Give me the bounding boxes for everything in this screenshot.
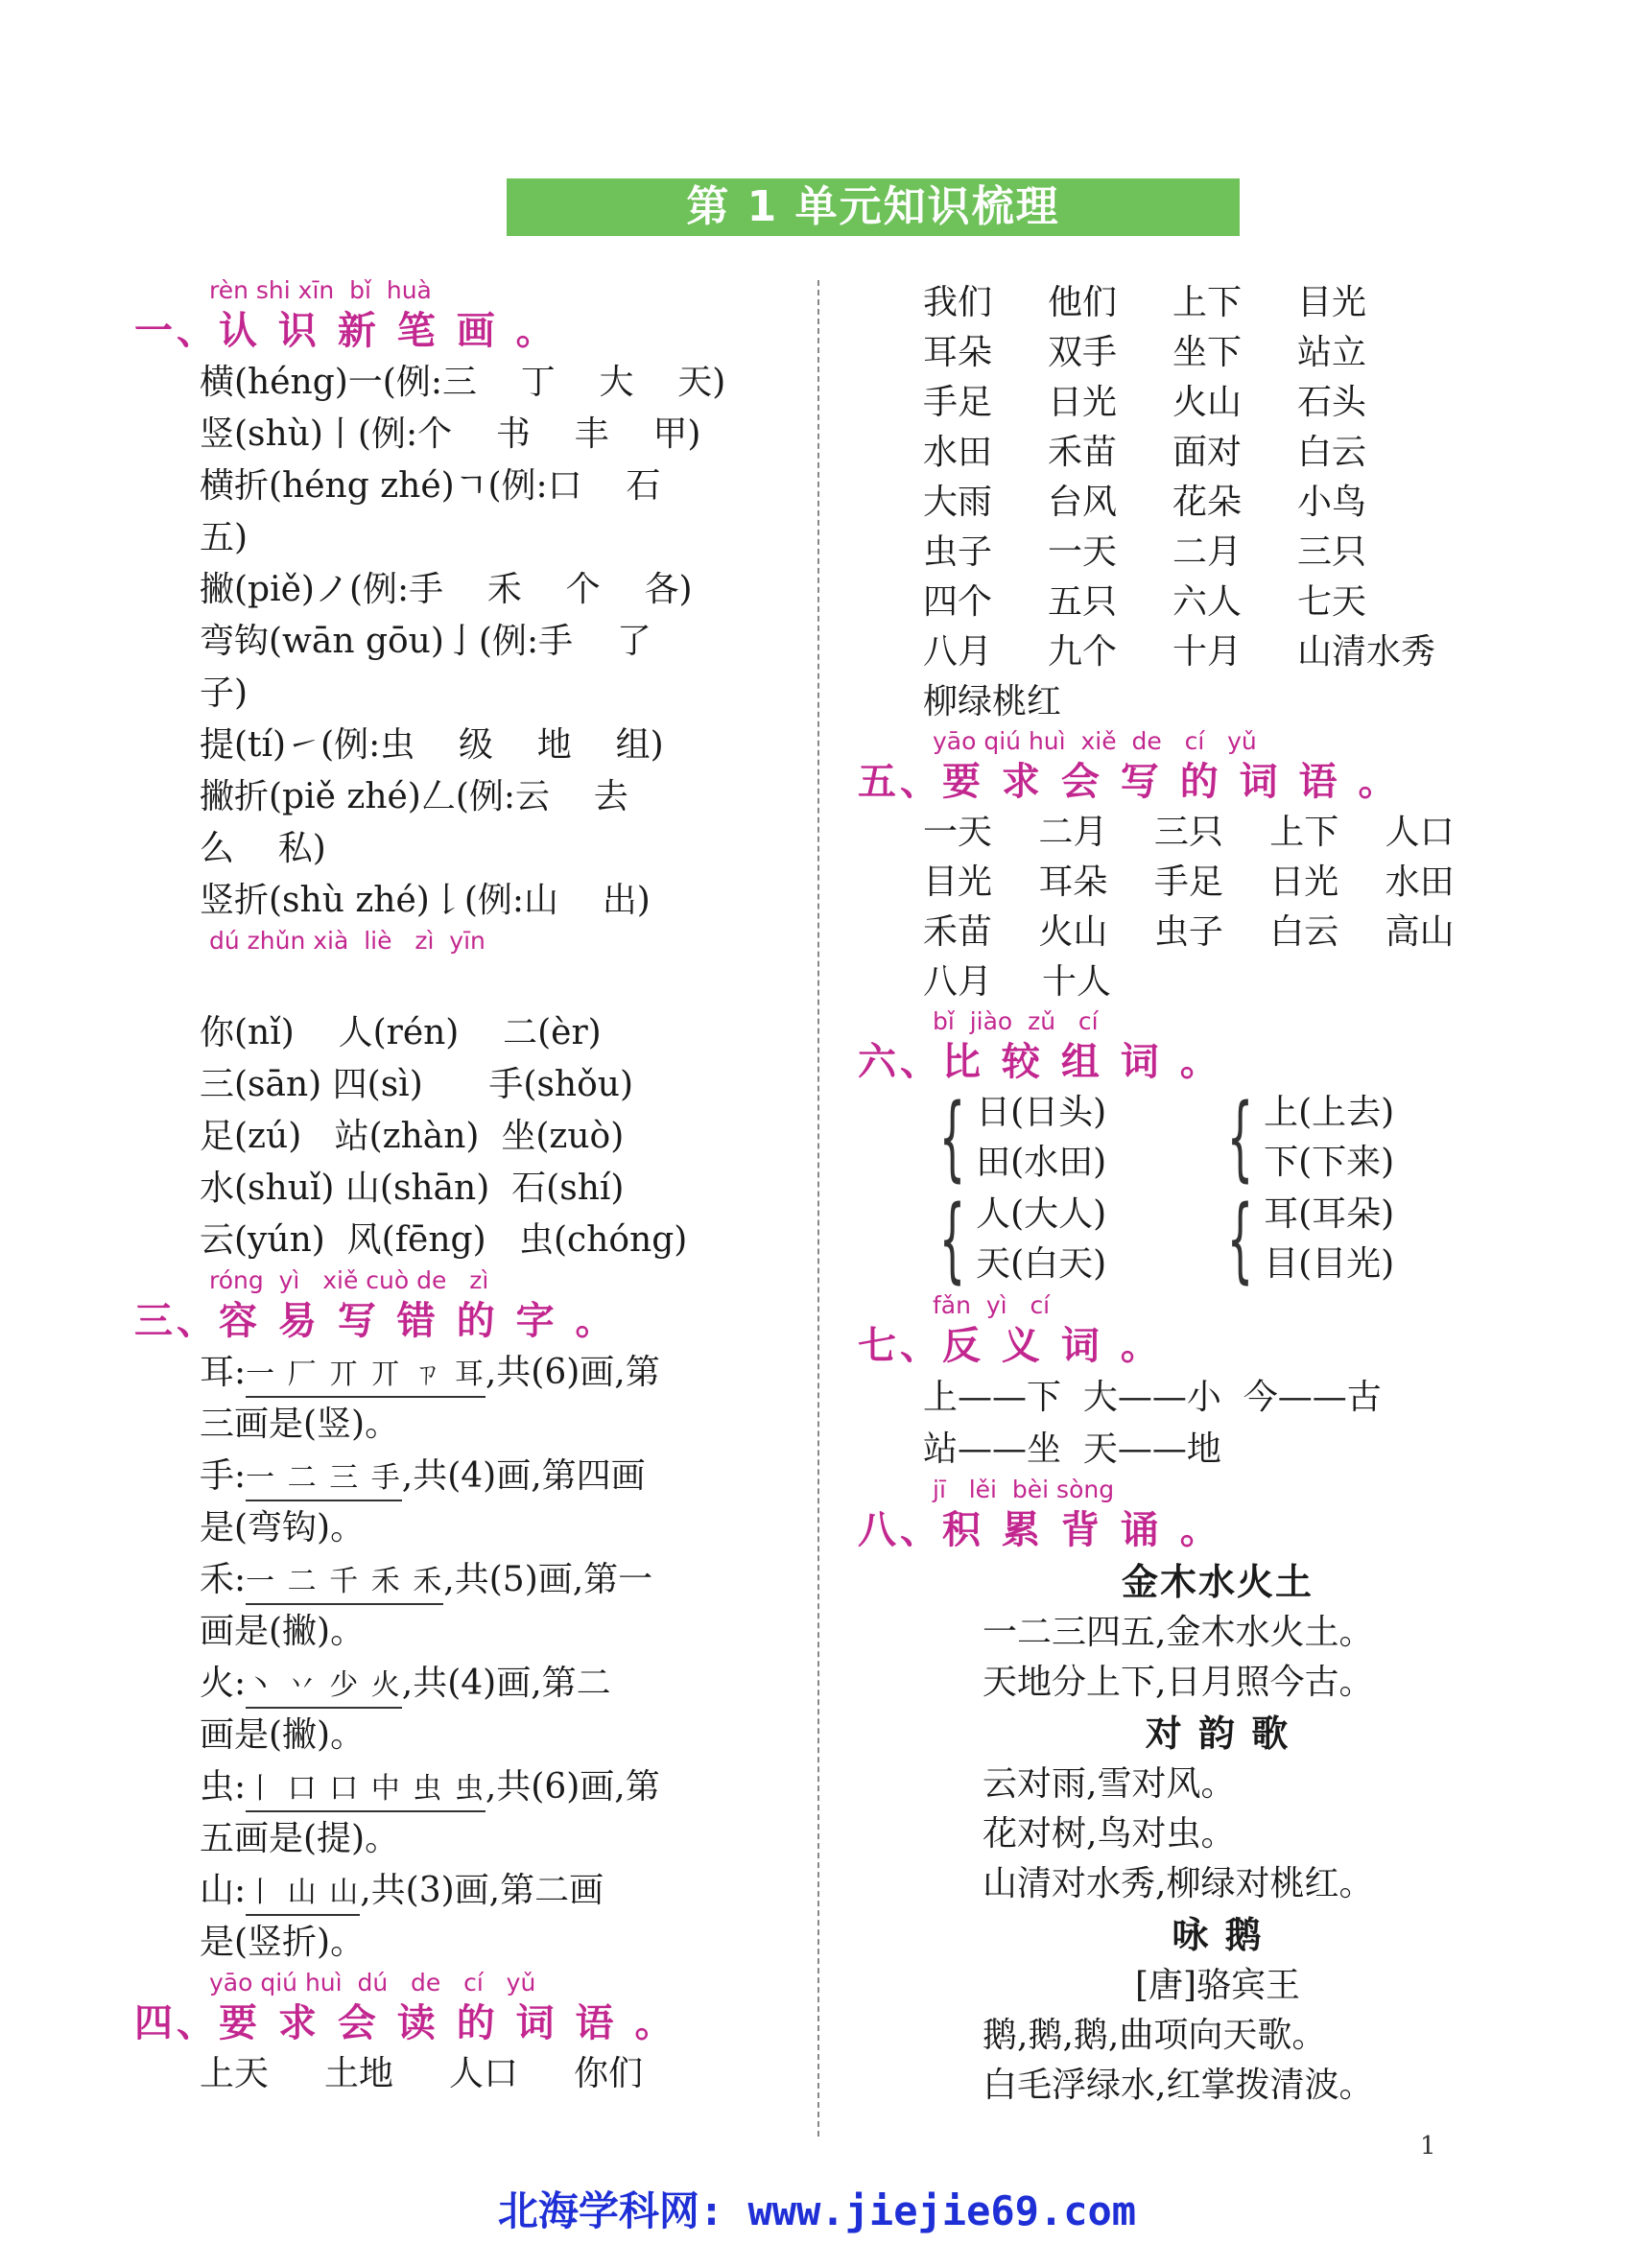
sec8-pinyin: jī lěi bèi sòng: [933, 1476, 1115, 1503]
pinyin-line: 云(yún) 风(fēng) 虫(chóng): [200, 1220, 688, 1260]
word: 三只: [1153, 813, 1223, 852]
word: 虫子: [1153, 912, 1223, 952]
word: 人口: [1385, 813, 1455, 852]
compare-word: 上(上去): [1264, 1093, 1395, 1132]
stroke-answer: 五画是(提)。: [200, 1819, 400, 1858]
word: 火山: [1172, 383, 1243, 422]
compare-pair: [1211, 1084, 1499, 1192]
left-column: [134, 276, 787, 2099]
stroke-sequence: 一 二 千 禾 禾: [246, 1561, 443, 1605]
stroke-count: ,共(4)画,第二: [401, 1664, 611, 1703]
stroke-line: 提(tí)㇀(例:虫 级 地 组): [200, 725, 664, 765]
stroke-line: 撇折(piě zhé)𠃋(例:云 去: [200, 777, 628, 816]
sec7-pinyin: fǎn yì cí: [933, 1291, 1051, 1319]
word: 三只: [1297, 532, 1367, 572]
brace-icon: {: [938, 1084, 966, 1192]
word: 大雨: [923, 483, 993, 522]
word: 九个: [1048, 632, 1118, 672]
word: 上天: [200, 2054, 270, 2093]
word: 一天: [1048, 532, 1118, 572]
sec3-items: [134, 1347, 787, 1969]
stroke-count: ,共(6)画,第: [485, 1767, 660, 1807]
stroke-answer: 是(弯钩)。: [200, 1508, 366, 1547]
word: 坐下: [1172, 333, 1243, 372]
compare-word: 人(大人): [976, 1194, 1107, 1234]
stroke-answer: 画是(撇)。: [200, 1715, 366, 1755]
sec2-lines: [134, 1007, 787, 1266]
compare-words: [976, 1190, 1106, 1289]
word: 上下: [1172, 283, 1243, 322]
word: 台风: [1048, 483, 1118, 522]
word: 十月: [1172, 632, 1243, 672]
word: 禾苗: [923, 912, 993, 952]
sec4-first-row: [134, 2049, 787, 2099]
char-label: 耳:: [200, 1353, 247, 1392]
word: 人口: [449, 2054, 519, 2093]
word: 小鸟: [1297, 483, 1367, 522]
stroke-order-line: [134, 1451, 787, 1502]
stroke-count: ,共(6)画,第: [485, 1353, 660, 1392]
word-row: [923, 528, 1501, 578]
sec6-heading: 六、比 较 组 词 。: [858, 1040, 1222, 1084]
word: 日光: [1048, 383, 1118, 422]
word: 手足: [923, 383, 993, 422]
stroke-answer: 三画是(竖)。: [200, 1405, 400, 1444]
poem-line: 白毛浮绿水,红掌拨清波。: [983, 2066, 1374, 2105]
poem-line: 云对雨,雪对风。: [983, 1764, 1236, 1804]
word: 白云: [1269, 912, 1339, 952]
word-row: [923, 578, 1501, 627]
word: 水田: [1385, 862, 1455, 902]
compare-word: 下(下来): [1264, 1143, 1395, 1182]
stroke-order-line: [134, 1761, 787, 1813]
stroke-count: ,共(5)画,第一: [443, 1560, 653, 1599]
word-row: [923, 808, 1501, 858]
word: 耳朵: [923, 333, 993, 372]
poem1-lines: [858, 1608, 1501, 1708]
sec4-pinyin: yāo qiú huì dú de cí yǔ: [209, 1969, 536, 1996]
stroke-line: 撇(piě)ノ(例:手 禾 个 各): [200, 570, 693, 609]
poem1-title: 金木水火土: [1121, 1561, 1314, 1603]
sec4-heading: 四、要 求 会 读 的 词 语 。: [134, 2001, 677, 2045]
stroke-sequence: 一 厂 丌 丌 ㄗ 耳: [246, 1354, 485, 1398]
word: 一天: [923, 813, 993, 852]
stroke-line: 子): [200, 673, 249, 713]
stroke-sequence: 一 二 三 手: [246, 1457, 402, 1501]
word: 白云: [1297, 433, 1367, 472]
stroke-sequence: 丨 口 口 中 虫 虫: [246, 1768, 485, 1812]
word: 水田: [923, 433, 993, 472]
compare-words: [976, 1088, 1106, 1188]
sec7-heading: 七、反 义 词 。: [858, 1324, 1163, 1368]
word: 上下: [1269, 813, 1339, 852]
brace-icon: {: [938, 1186, 966, 1293]
compare-pair: [923, 1186, 1211, 1293]
sec7-lines: [858, 1372, 1501, 1476]
stroke-answer: 是(竖折)。: [200, 1923, 366, 1962]
word: 十人: [1042, 962, 1112, 1002]
right-column: [858, 278, 1501, 2111]
stroke-line: 竖折(shù zhé)𠄌(例:山 出): [200, 881, 651, 920]
char-label: 手:: [200, 1456, 247, 1496]
word-row: [923, 957, 1501, 1007]
word: 我们: [923, 283, 993, 322]
word: 山清水秀: [1297, 632, 1436, 672]
compare-word: 天(白天): [976, 1244, 1107, 1284]
poem2-title: 对 韵 歌: [1145, 1713, 1291, 1755]
sec4-rows: [858, 278, 1501, 727]
sec5-rows: [858, 808, 1501, 1007]
word: 禾苗: [1048, 433, 1118, 472]
stroke-order-line: [134, 1658, 787, 1710]
word: 七天: [1297, 582, 1367, 622]
poem-line: 花对树,鸟对虫。: [983, 1814, 1236, 1854]
word: 高山: [1385, 912, 1455, 952]
poem3-author: [唐]骆宾王: [1134, 1966, 1301, 2005]
stroke-line: 五): [200, 518, 249, 557]
brace-icon: {: [1226, 1084, 1254, 1192]
poem-line: 一二三四五,金木水火土。: [983, 1613, 1374, 1652]
compare-pair: [923, 1084, 1211, 1192]
sec3-pinyin: róng yì xiě cuò de zì: [209, 1266, 489, 1294]
word: 耳朵: [1038, 862, 1108, 902]
compare-word: 耳(耳朵): [1264, 1194, 1395, 1234]
sec1-pinyin: rèn shi xīn bǐ huà: [209, 276, 432, 304]
antonym-line: 站——坐 天——地: [923, 1429, 1221, 1469]
stroke-line: 弯钩(wān gōu)亅(例:手 了: [200, 622, 651, 661]
compare-words: [1264, 1088, 1394, 1188]
sec6-pairs: [858, 1084, 1499, 1293]
word-row: [923, 378, 1501, 428]
word: 石头: [1297, 383, 1367, 422]
pinyin-line: 足(zú) 站(zhàn) 坐(zuò): [200, 1117, 625, 1156]
poem-line: 山清对水秀,柳绿对桃红。: [983, 1864, 1374, 1903]
sec1-lines: [134, 357, 787, 927]
word-row: [923, 677, 1501, 727]
word: 虫子: [923, 532, 993, 572]
stroke-line: 横折(héng zhé)ㄱ(例:口 石: [200, 466, 661, 506]
word: 二月: [1172, 532, 1243, 572]
word: 站立: [1297, 333, 1367, 372]
sec8-heading: 八、积 累 背 诵 。: [858, 1508, 1222, 1552]
word: 五只: [1048, 582, 1118, 622]
compare-pair: [1211, 1186, 1499, 1293]
word-row: [923, 328, 1501, 378]
word-row: [923, 478, 1501, 528]
pinyin-line: 水(shuǐ) 山(shān) 石(shí): [200, 1169, 625, 1208]
poem-line: 鹅,鹅,鹅,曲项向天歌。: [983, 2016, 1327, 2055]
word: 日光: [1269, 862, 1339, 902]
sec5-heading: 五、要 求 会 写 的 词 语 。: [858, 760, 1401, 804]
poem3-lines: [858, 2011, 1501, 2111]
word: 花朵: [1172, 483, 1243, 522]
page-title: 第 1 单元知识梳理: [507, 178, 1240, 236]
stroke-count: ,共(3)画,第二画: [360, 1871, 604, 1910]
stroke-answer: 画是(撇)。: [200, 1612, 366, 1651]
stroke-order-line: [134, 1554, 787, 1606]
word: 土地: [324, 2054, 394, 2093]
char-label: 禾:: [200, 1560, 247, 1599]
sec2-pinyin: dú zhǔn xià liè zì yīn: [209, 927, 485, 955]
word: 目光: [1297, 283, 1367, 322]
page-number: 1: [1420, 2132, 1436, 2161]
stroke-order-line: [134, 1865, 787, 1917]
pinyin-line: 三(sān) 四(sì) 手(shǒu): [200, 1065, 634, 1104]
word: 你们: [574, 2054, 644, 2093]
word-row: [923, 278, 1501, 328]
word: 目光: [923, 862, 993, 902]
word: 火山: [1038, 912, 1108, 952]
word-row: [200, 2049, 787, 2099]
compare-word: 田(水田): [976, 1143, 1107, 1182]
sec5-pinyin: yāo qiú huì xiě de cí yǔ: [933, 727, 1257, 755]
word: 他们: [1048, 283, 1118, 322]
antonym-line: 上——下 大——小 今——古: [923, 1378, 1382, 1417]
stroke-line: 么 私): [200, 829, 326, 868]
char-label: 山:: [200, 1871, 247, 1910]
compare-words: [1264, 1190, 1394, 1289]
stroke-sequence: 丨 山 山: [246, 1872, 360, 1916]
word: 八月: [923, 632, 993, 672]
compare-word: 日(日头): [976, 1093, 1107, 1132]
stroke-line: 横(héng)一(例:三 丁 大 天): [200, 363, 726, 402]
word: 四个: [923, 582, 993, 622]
word: 面对: [1172, 433, 1243, 472]
char-label: 火:: [200, 1664, 247, 1703]
word-row: [923, 858, 1501, 908]
stroke-line: 竖(shù)丨(例:个 书 丰 甲): [200, 414, 701, 454]
sec6-pinyin: bǐ jiào zǔ cí: [933, 1007, 1099, 1035]
word: 柳绿桃红: [923, 682, 1062, 721]
pinyin-line: 你(nǐ) 人(rén) 二(èr): [200, 1013, 602, 1052]
sec3-heading: 三、容 易 写 错 的 字 。: [134, 1299, 618, 1343]
brace-icon: {: [1226, 1186, 1254, 1293]
word-row: [923, 908, 1501, 957]
column-divider: [817, 280, 819, 2137]
word: 六人: [1172, 582, 1243, 622]
compare-word: 目(目光): [1264, 1244, 1395, 1284]
word: 双手: [1048, 333, 1118, 372]
word-row: [923, 627, 1501, 677]
char-label: 虫:: [200, 1767, 247, 1807]
word-row: [923, 428, 1501, 478]
word: 八月: [923, 962, 993, 1002]
word: 手足: [1153, 862, 1223, 902]
poem-line: 天地分上下,日月照今古。: [983, 1663, 1374, 1702]
stroke-sequence: 丶 丷 少 火: [246, 1665, 402, 1709]
stroke-order-line: [134, 1347, 787, 1399]
footer-watermark: 北海学科网: www.jiejie69.com: [497, 2187, 1137, 2234]
word: 二月: [1038, 813, 1108, 852]
stroke-count: ,共(4)画,第四画: [401, 1456, 646, 1496]
poem3-title: 咏 鹅: [1172, 1914, 1264, 1956]
sec1-heading: 一、认 识 新 笔 画 。: [134, 309, 558, 353]
poem2-lines: [858, 1760, 1501, 1909]
